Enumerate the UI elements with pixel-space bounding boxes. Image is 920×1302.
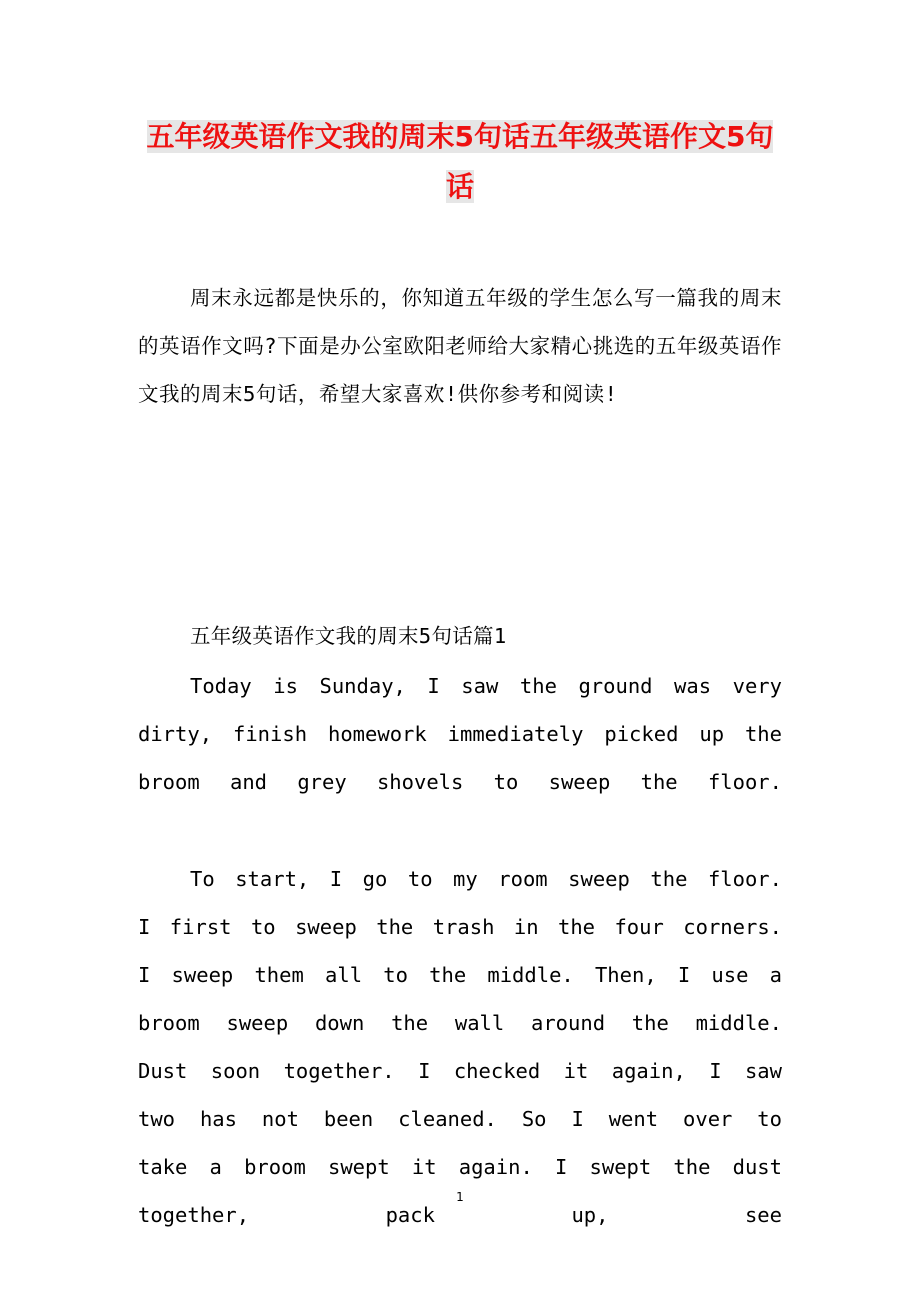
section-heading: 五年级英语作文我的周末5句话篇1 [190,624,507,648]
document-title [138,112,782,212]
page-number: 1 [456,1190,464,1204]
body-paragraph-2: To start, I go to my room sweep the floor. I first to sweep the trash in the four corners. I sweep them all to the middle. Then, I use a broom sweep down the wall around the middle. Dust soon together. I checked it again, I saw two has not been cleaned. So I went over to take a broom swept it again. I swept the dust together, pack up, see [138,867,782,1227]
document-title-text: 五年级英语作文我的周末5句话五年级英语作文5句话 [146,120,774,203]
intro-paragraph: 周末永远都是快乐的，你知道五年级的学生怎么写一篇我的周末的英语作文吗?下面是办公室欧阳老师给大家精心挑选的五年级英语作文我的周末5句话，希望大家喜欢!供你参考和阅读! [138,286,782,406]
body-paragraph-1: Today is Sunday, I saw the ground was very dirty, finish homework immediately picked up the broom and grey shovels to sweep the floor. [138,674,782,794]
